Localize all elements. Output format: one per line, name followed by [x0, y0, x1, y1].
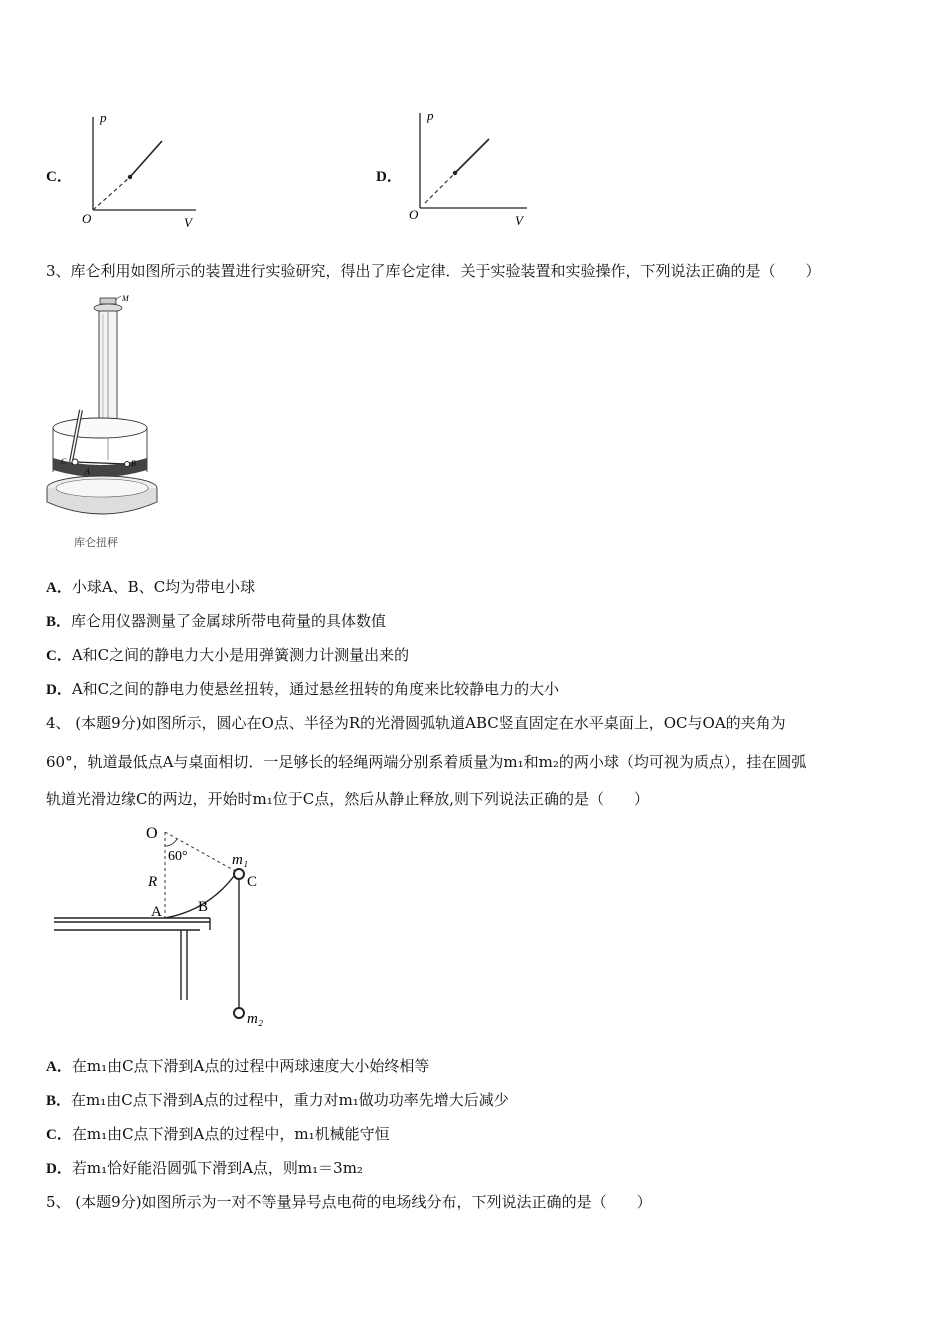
q4-option-d: [46, 1158, 363, 1179]
label-b: B: [198, 899, 209, 915]
figure-caption: 库仑扭秤: [74, 536, 118, 549]
q3-option-d: [46, 679, 559, 700]
graph-c-line: [130, 141, 162, 177]
graph-d-y-label: p: [427, 108, 434, 123]
q4-option-a-text: 在m₁由C点下滑到A点的过程中两球速度大小始终相等: [71, 1057, 430, 1075]
figure-label-m: M: [122, 294, 129, 303]
q4-option-b-text: 在m₁由C点下滑到A点的过程中，重力对m₁做功功率先增大后减少: [71, 1091, 509, 1109]
ball-m2: [234, 1008, 244, 1018]
figure-label-c: C: [61, 457, 67, 466]
q3-option-a-letter: A．: [46, 580, 72, 596]
label-o: O: [146, 825, 158, 842]
label-r: R: [148, 874, 158, 890]
q4-option-b: [46, 1090, 509, 1111]
q4-option-d-letter: D．: [46, 1161, 72, 1177]
q3-option-c-letter: C．: [46, 648, 72, 664]
label-angle: 60°: [168, 849, 188, 864]
q4-option-c: [46, 1124, 390, 1145]
q4-option-b-letter: B．: [46, 1093, 72, 1109]
q4-stem-line1: 4、 (本题9分)如图所示，圆心在O点、半径为R的光滑圆弧轨道ABC竖直固定在水平桌面上，OC与OA的夹角为: [46, 714, 786, 732]
q3-option-c-text: A和C之间的静电力大小是用弹簧测力计测量出来的: [71, 646, 410, 664]
coulomb-torsion-balance-figure: [45, 292, 165, 552]
q4-stem-line2: 60°，轨道最低点A与桌面相切．一足够长的轻绳两端分别系着质量为m₁和m₂的两小球（均可视为质点），挂在圆弧: [46, 753, 807, 771]
q3-option-d-text: A和C之间的静电力使悬丝扭转，通过悬丝扭转的角度来比较静电力的大小: [71, 680, 560, 698]
graph-c-x-label: V: [184, 215, 192, 230]
graph-d-point: [453, 171, 457, 175]
label-m2: m₂: [247, 1011, 264, 1027]
q3-option-d-letter: D．: [46, 682, 72, 698]
q4-option-a-letter: A．: [46, 1059, 72, 1075]
angle-arc: [165, 839, 177, 846]
q3-option-b: [46, 611, 386, 632]
q3-stem: 3、库仑利用如图所示的装置进行实验研究，得出了库仑定律．关于实验装置和实验操作，下列说法正确的是（ ）: [46, 262, 821, 280]
q3-option-b-text: 库仑用仪器测量了金属球所带电荷量的具体数值: [71, 612, 387, 630]
graph-c-y-label: p: [100, 110, 107, 125]
q3-option-c: [46, 645, 409, 666]
label-c: C: [247, 874, 258, 890]
graph-c-origin: O: [82, 211, 92, 226]
graph-d-origin: O: [409, 207, 419, 222]
label-a: A: [151, 904, 162, 920]
graph-d-dashed-extension: [425, 173, 455, 203]
option-c-label: C．: [46, 169, 72, 185]
graph-d: [405, 105, 535, 230]
q3-option-a-text: 小球A、B、C均为带电小球: [71, 578, 256, 596]
q4-option-c-text: 在m₁由C点下滑到A点的过程中，m₁机械能守恒: [71, 1125, 390, 1143]
q3-option-a: [46, 577, 255, 598]
graph-d-x-label: V: [515, 213, 523, 228]
label-m1: m₁: [232, 852, 249, 868]
q4-option-c-letter: C．: [46, 1127, 72, 1143]
graph-c-point: [128, 175, 132, 179]
graph-c: [78, 105, 208, 230]
figure-label-a: A: [85, 467, 90, 476]
q5-stem: 5、 (本题9分)如图所示为一对不等量异号点电荷的电场线分布，下列说法正确的是（ ）: [46, 1193, 652, 1211]
graph-d-line: [455, 139, 489, 173]
q4-option-d-text: 若m₁恰好能沿圆弧下滑到A点，则m₁＝3m₂: [71, 1159, 363, 1177]
q4-option-a: [46, 1056, 429, 1077]
option-d-label: D．: [376, 169, 402, 185]
figure-label-b: B: [131, 459, 136, 468]
arc-track-figure: [50, 818, 280, 1033]
q4-stem-line3: 轨道光滑边缘C的两边，开始时m₁位于C点，然后从静止释放,则下列说法正确的是（ ）: [46, 790, 649, 808]
graph-c-dashed-extension: [93, 177, 130, 210]
q3-option-b-letter: B．: [46, 614, 72, 630]
ball-m1: [234, 869, 244, 879]
